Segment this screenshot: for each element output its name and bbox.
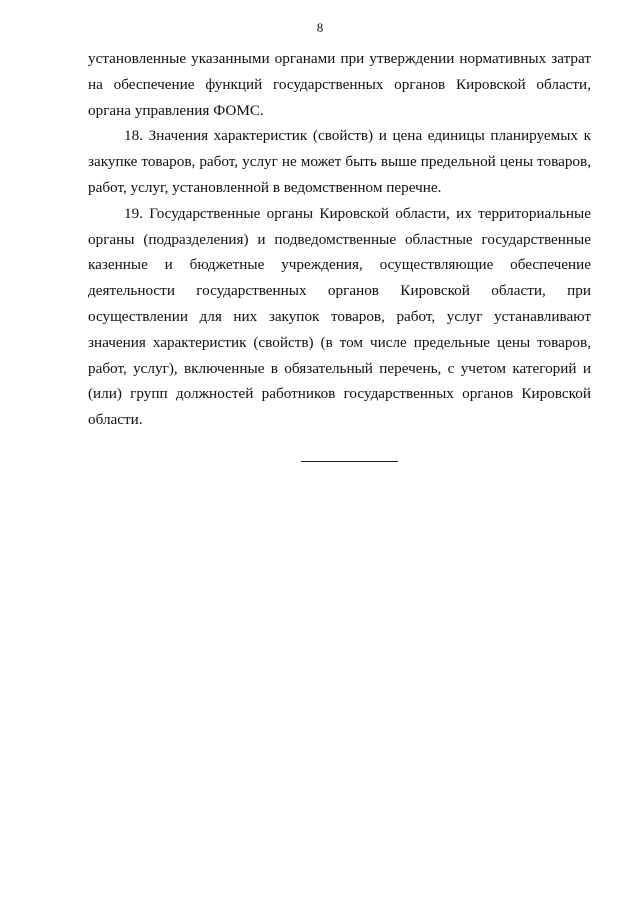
paragraph-item-19: 19. Государственные органы Кировской области, их территориальные органы (подразделения) и подведомственные областные государственные казенные и бюджетные учреждения, осуществляющие обеспечение деятельности государственных органов Кировской области, при осуществлении для них закупок товаров, работ, услуг устанавливают значения характеристик (свойств) (в том числе предельные цены товаров, работ, услуг), включенные в обязательный перечень, с учетом категорий и (или) групп должностей работников государственных органов Кировской области. [88,204,591,429]
paragraph-continuation: установленные указанными органами при утверждении нормативных затрат на обеспечение функций государственных органов Кировской области, органа управления ФОМС. [88,50,591,119]
paragraph-item-18: 18. Значения характеристик (свойств) и цена единицы планируемых к закупке товаров, работ, услуг не может быть выше предельной цены товаров, работ, услуг, установленной в ведомственном перечне. [88,127,591,196]
end-of-document-rule [301,461,398,462]
page-number: 8 [316,20,324,35]
document-body [88,46,591,433]
